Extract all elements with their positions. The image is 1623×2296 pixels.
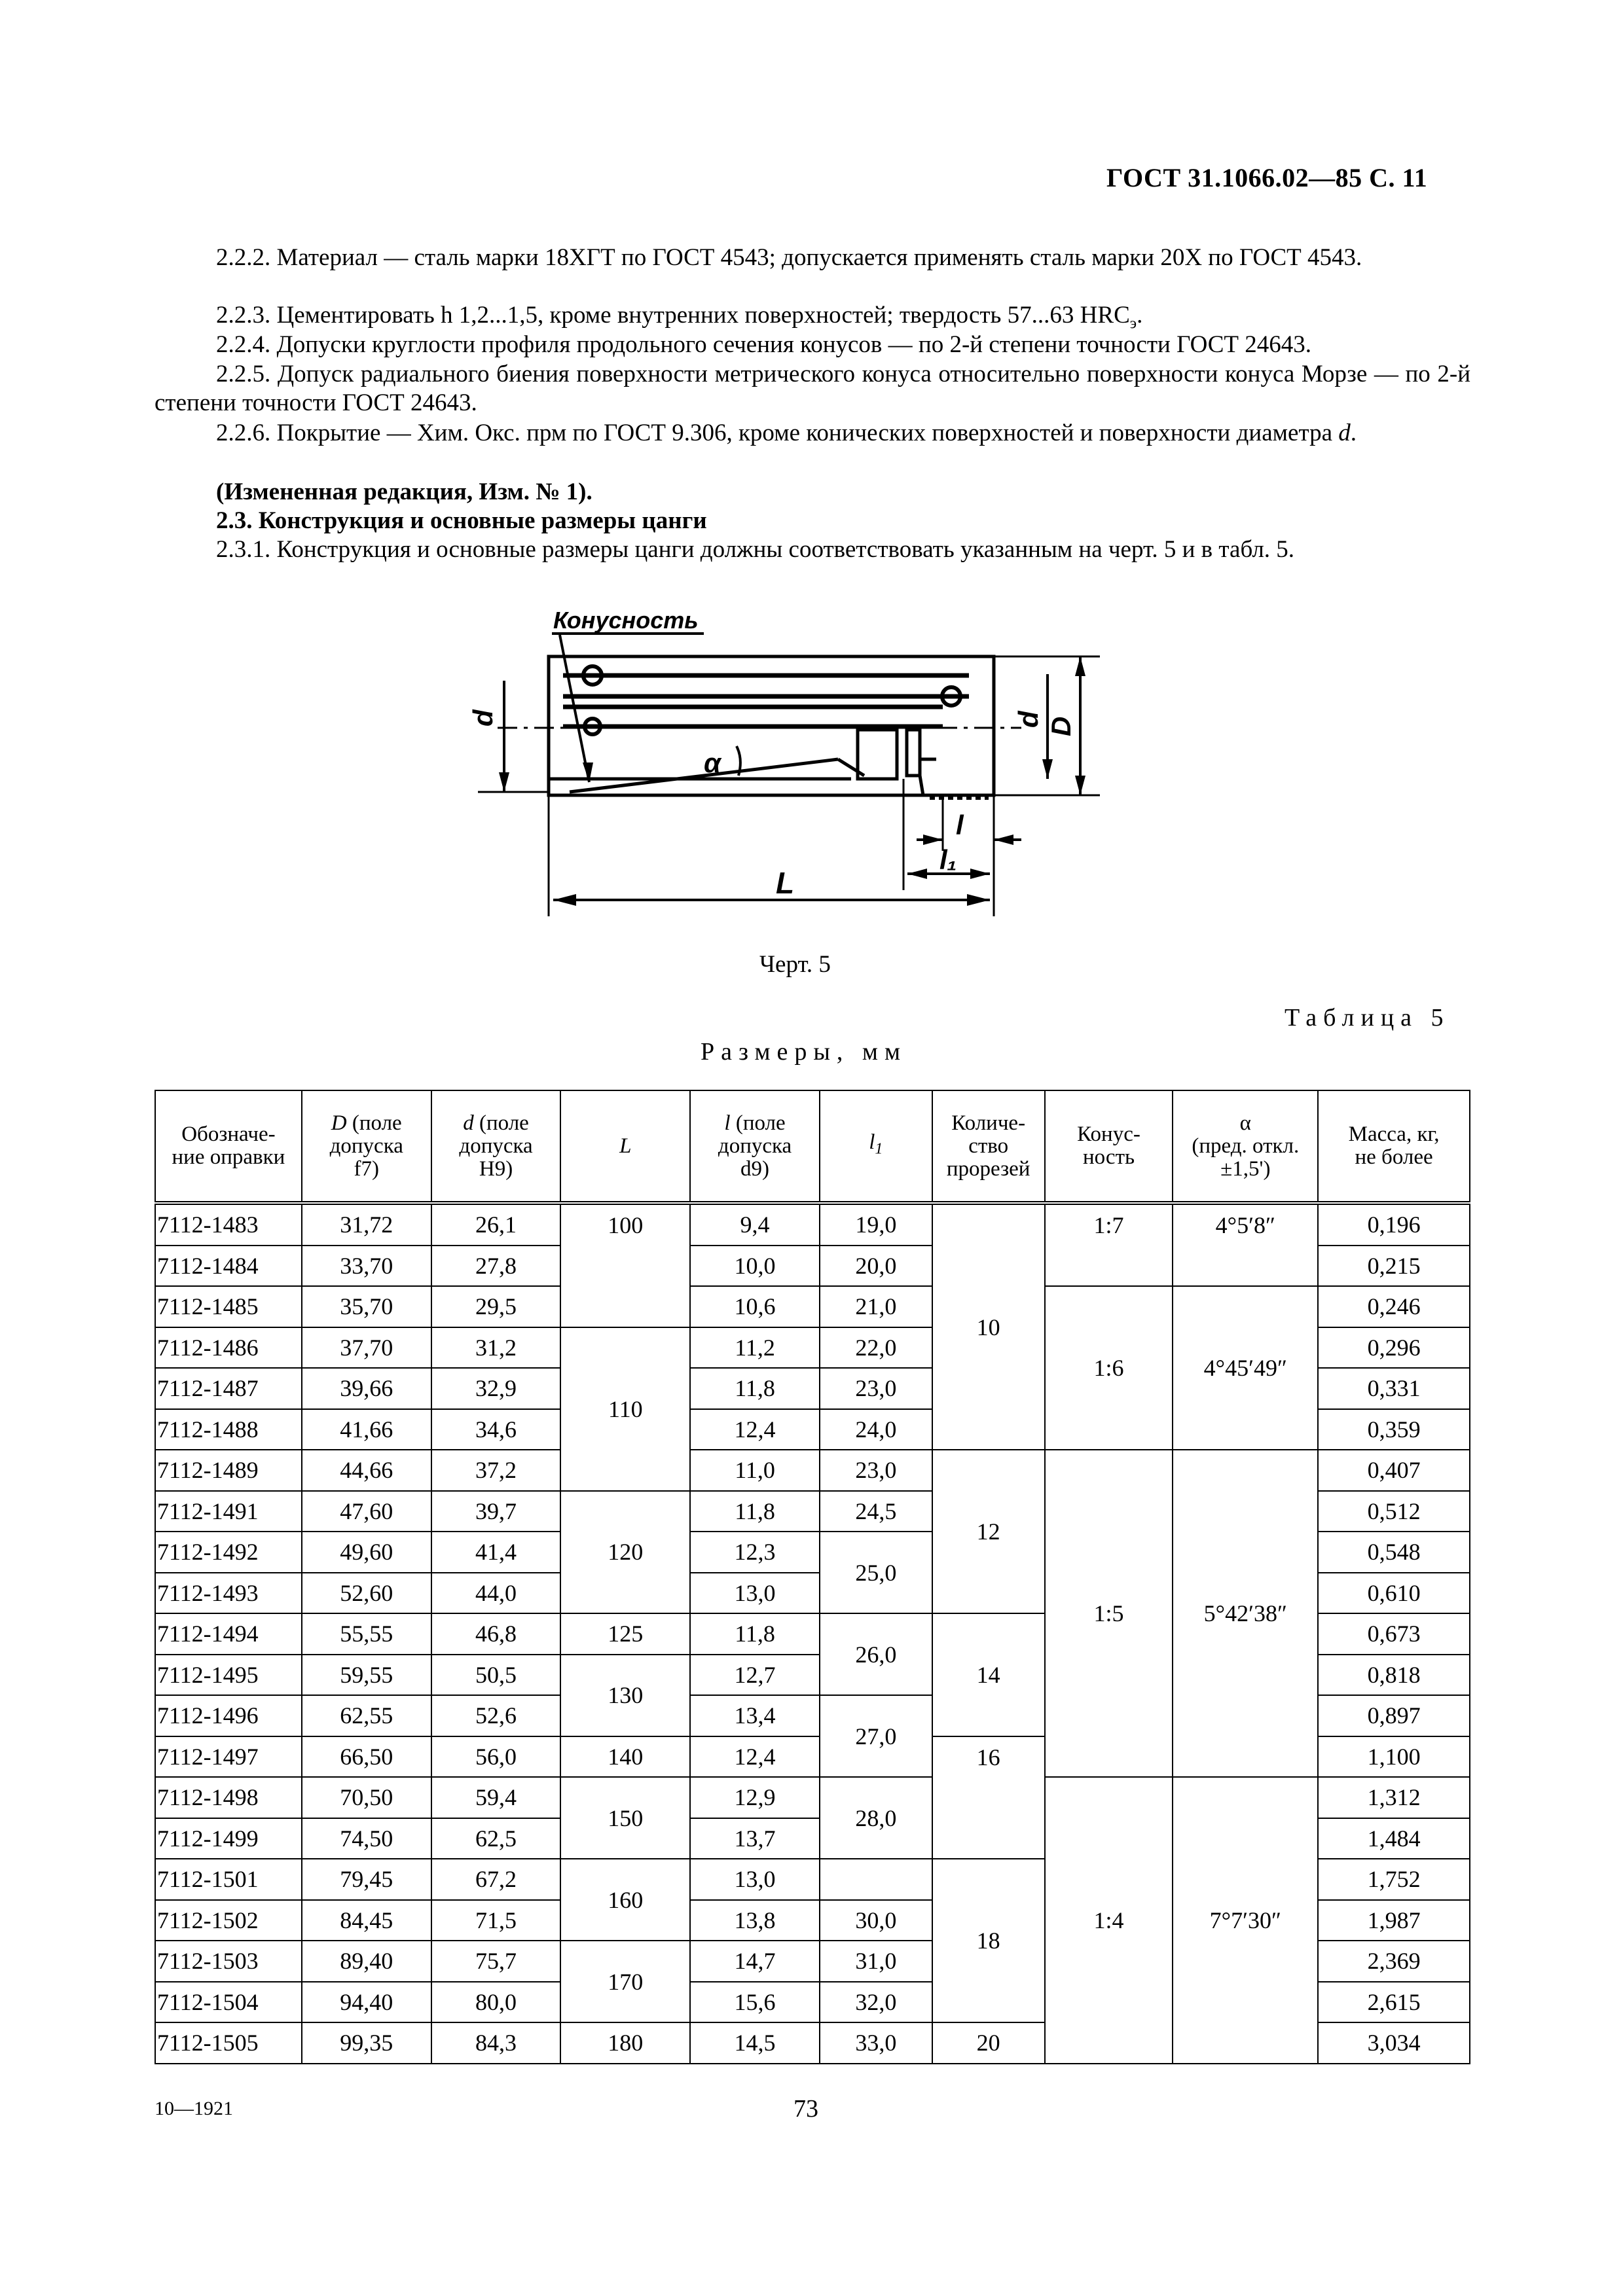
cell-D: 66,50 — [302, 1736, 431, 1778]
cell-designation: 7112-1504 — [155, 1982, 302, 2023]
cell-mass: 2,369 — [1318, 1941, 1470, 1982]
cell-d: 59,4 — [431, 1777, 561, 1818]
paragraph-text: 2.2.6. Покрытие — Хим. Окс. прм по ГОСТ 9.306, кроме конических поверхностей и поверхности диаметра d. — [216, 420, 1357, 446]
header-designation: Обозначе- ние оправки — [155, 1090, 302, 1203]
cell-mass: 0,610 — [1318, 1573, 1470, 1614]
cell-slots: 16 — [932, 1736, 1045, 1859]
cell-designation: 7112-1483 — [155, 1203, 302, 1246]
dim-D-label: D — [1046, 716, 1076, 736]
cell-D: 39,66 — [302, 1368, 431, 1409]
cell-D: 74,50 — [302, 1818, 431, 1859]
table-subtitle: Размеры, мм — [701, 1038, 907, 1066]
cell-L: 120 — [560, 1491, 690, 1614]
cell-mass: 0,196 — [1318, 1203, 1470, 1246]
cell-mass: 0,359 — [1318, 1409, 1470, 1450]
cell-l1: 28,0 — [820, 1777, 932, 1859]
cell-taper: 1:7 — [1045, 1203, 1173, 1286]
cell-l: 9,4 — [690, 1203, 820, 1246]
cell-designation: 7112-1502 — [155, 1900, 302, 1941]
cell-d: 75,7 — [431, 1941, 561, 1982]
cell-mass: 1,312 — [1318, 1777, 1470, 1818]
cell-D: 33,70 — [302, 1246, 431, 1287]
cell-D: 62,55 — [302, 1695, 431, 1736]
cell-mass: 0,897 — [1318, 1695, 1470, 1736]
cell-L: 170 — [560, 1941, 690, 2022]
cell-l: 13,7 — [690, 1818, 820, 1859]
cell-D: 37,70 — [302, 1327, 431, 1369]
table-header-row — [155, 1090, 1470, 1203]
cell-alpha: 4°5′8″ — [1173, 1203, 1318, 1286]
cell-designation: 7112-1493 — [155, 1573, 302, 1614]
cell-l1: 23,0 — [820, 1450, 932, 1491]
cell-mass: 0,407 — [1318, 1450, 1470, 1491]
cell-d: 34,6 — [431, 1409, 561, 1450]
cell-l1: 25,0 — [820, 1532, 932, 1613]
paragraph-text: 2.2.5. Допуск радиального биения поверхности метрического конуса относительно поверхности конуса Морзе — по 2-й степени точности ГОСТ 24643. — [155, 361, 1470, 416]
cell-l: 12,3 — [690, 1532, 820, 1573]
cell-l1: 24,0 — [820, 1409, 932, 1450]
cell-slots: 20 — [932, 2022, 1045, 2064]
dim-L-label: L — [776, 866, 795, 900]
table-title: Таблица 5 — [1285, 1004, 1450, 1031]
cell-designation: 7112-1488 — [155, 1409, 302, 1450]
paragraph-text: 2.2.4. Допуски круглости профиля продольного сечения конусов — по 2-й степени точности ГОСТ 24643. — [216, 331, 1312, 358]
cell-l: 14,7 — [690, 1941, 820, 1982]
dim-l1-label: l₁ — [939, 844, 957, 875]
header-slots: Количе- ство прорезей — [932, 1090, 1045, 1203]
cell-l1: 23,0 — [820, 1368, 932, 1409]
cell-D: 35,70 — [302, 1286, 431, 1327]
cell-slots: 18 — [932, 1859, 1045, 2022]
cell-designation: 7112-1485 — [155, 1286, 302, 1327]
cell-mass: 0,296 — [1318, 1327, 1470, 1369]
cell-l1: 20,0 — [820, 1246, 932, 1287]
cell-l1: 32,0 — [820, 1982, 932, 2023]
cell-D: 59,55 — [302, 1655, 431, 1696]
cell-designation: 7112-1499 — [155, 1818, 302, 1859]
cell-l1: 30,0 — [820, 1900, 932, 1941]
cell-l: 10,6 — [690, 1286, 820, 1327]
cell-l: 12,4 — [690, 1409, 820, 1450]
cell-l1: 22,0 — [820, 1327, 932, 1369]
cell-d: 37,2 — [431, 1450, 561, 1491]
cell-mass: 0,246 — [1318, 1286, 1470, 1327]
cell-d: 84,3 — [431, 2022, 561, 2064]
cell-D: 55,55 — [302, 1613, 431, 1655]
cell-d: 31,2 — [431, 1327, 561, 1369]
cell-d: 46,8 — [431, 1613, 561, 1655]
cell-l1: 31,0 — [820, 1941, 932, 1982]
header-l1: $l_1$ — [820, 1090, 932, 1203]
cell-l: 10,0 — [690, 1246, 820, 1287]
cell-designation: 7112-1505 — [155, 2022, 302, 2064]
cell-designation: 7112-1492 — [155, 1532, 302, 1573]
cell-l1: 33,0 — [820, 2022, 932, 2064]
cell-d: 71,5 — [431, 1900, 561, 1941]
cell-d: 44,0 — [431, 1573, 561, 1614]
cell-D: 41,66 — [302, 1409, 431, 1450]
cell-designation: 7112-1486 — [155, 1327, 302, 1369]
cell-l1: 26,0 — [820, 1613, 932, 1695]
collet-drawing — [0, 0, 1623, 982]
cell-D: 49,60 — [302, 1532, 431, 1573]
dimensions-table — [155, 1090, 1470, 2064]
cell-D: 89,40 — [302, 1941, 431, 1982]
cell-designation: 7112-1495 — [155, 1655, 302, 1696]
cell-mass: 1,484 — [1318, 1818, 1470, 1859]
cell-d: 27,8 — [431, 1246, 561, 1287]
cell-D: 94,40 — [302, 1982, 431, 2023]
cell-l: 11,8 — [690, 1491, 820, 1532]
cell-l: 13,4 — [690, 1695, 820, 1736]
cell-L: 125 — [560, 1613, 690, 1655]
cell-L: 130 — [560, 1655, 690, 1736]
cell-l: 12,4 — [690, 1736, 820, 1778]
figure-caption: Черт. 5 — [759, 951, 831, 978]
paragraph-text: 2.3.1. Конструкция и основные размеры цанги должны соответствовать указанным на черт. 5 и в табл. 5. — [216, 536, 1295, 563]
cell-alpha: 5°42′38″ — [1173, 1450, 1318, 1777]
header-taper: Конус- ность — [1045, 1090, 1173, 1203]
cell-mass: 0,673 — [1318, 1613, 1470, 1655]
cell-l: 12,7 — [690, 1655, 820, 1696]
cell-l: 15,6 — [690, 1982, 820, 2023]
cell-l1: 21,0 — [820, 1286, 932, 1327]
cell-L: 160 — [560, 1859, 690, 1941]
header-mass: Масса, кг, не более — [1318, 1090, 1470, 1203]
cell-d: 26,1 — [431, 1203, 561, 1246]
taper-label: Конусность — [553, 607, 699, 634]
cell-D: 79,45 — [302, 1859, 431, 1900]
cell-l: 11,2 — [690, 1327, 820, 1369]
cell-designation: 7112-1498 — [155, 1777, 302, 1818]
paragraph-text: 2.2.3. Цементировать h 1,2...1,5, кроме внутренних поверхностей; твердость 57...63 $HRC_э$. — [216, 302, 1143, 332]
cell-mass: 1,987 — [1318, 1900, 1470, 1941]
cell-mass: 1,100 — [1318, 1736, 1470, 1778]
cell-l1: 27,0 — [820, 1695, 932, 1777]
cell-L: 150 — [560, 1777, 690, 1859]
cell-l1: 19,0 — [820, 1203, 932, 1246]
table-row — [155, 1203, 1470, 1246]
cell-L: 140 — [560, 1736, 690, 1778]
cell-mass: 2,615 — [1318, 1982, 1470, 2023]
cell-D: 84,45 — [302, 1900, 431, 1941]
cell-d: 50,5 — [431, 1655, 561, 1696]
cell-D: 44,66 — [302, 1450, 431, 1491]
cell-mass: 0,215 — [1318, 1246, 1470, 1287]
header-D: D (поле допуска f7) — [302, 1090, 431, 1203]
cell-mass: 0,818 — [1318, 1655, 1470, 1696]
cell-l: 11,0 — [690, 1450, 820, 1491]
header-d: d (поле допуска H9) — [431, 1090, 561, 1203]
cell-d: 80,0 — [431, 1982, 561, 2023]
cell-designation: 7112-1484 — [155, 1246, 302, 1287]
cell-mass: 3,034 — [1318, 2022, 1470, 2064]
paragraph-text: (Измененная редакция, Изм. № 1). — [216, 478, 593, 505]
cell-l: 11,8 — [690, 1368, 820, 1409]
cell-slots: 14 — [932, 1613, 1045, 1736]
cell-d: 29,5 — [431, 1286, 561, 1327]
cell-d: 56,0 — [431, 1736, 561, 1778]
cell-designation: 7112-1491 — [155, 1491, 302, 1532]
header-L: L — [560, 1090, 690, 1203]
cell-taper: 1:6 — [1045, 1286, 1173, 1450]
cell-slots: 12 — [932, 1450, 1045, 1613]
table-row — [155, 1450, 1470, 1491]
cell-mass: 0,331 — [1318, 1368, 1470, 1409]
cell-D: 52,60 — [302, 1573, 431, 1614]
cell-designation: 7112-1496 — [155, 1695, 302, 1736]
cell-taper: 1:4 — [1045, 1777, 1173, 2064]
cell-L: 180 — [560, 2022, 690, 2064]
cell-d: 62,5 — [431, 1818, 561, 1859]
cell-designation: 7112-1494 — [155, 1613, 302, 1655]
cell-designation: 7112-1489 — [155, 1450, 302, 1491]
cell-d: 67,2 — [431, 1859, 561, 1900]
cell-L: 110 — [560, 1327, 690, 1491]
cell-l: 13,8 — [690, 1900, 820, 1941]
header-l: l (поле допуска d9) — [690, 1090, 820, 1203]
table-row — [155, 1777, 1470, 1818]
cell-mass: 0,512 — [1318, 1491, 1470, 1532]
cell-d: 39,7 — [431, 1491, 561, 1532]
paragraph-text: 2.2.2. Материал — сталь марки 18ХГТ по ГОСТ 4543; допускается применять сталь марки 20Х по ГОСТ 4543. — [216, 244, 1362, 271]
cell-D: 99,35 — [302, 2022, 431, 2064]
page-header: ГОСТ 31.1066.02—85 С. 11 — [1106, 163, 1428, 192]
cell-designation: 7112-1487 — [155, 1368, 302, 1409]
cell-mass: 0,548 — [1318, 1532, 1470, 1573]
cell-l1 — [820, 1859, 932, 1900]
cell-d: 32,9 — [431, 1368, 561, 1409]
cell-L: 100 — [560, 1203, 690, 1327]
cell-l: 12,9 — [690, 1777, 820, 1818]
cell-D: 31,72 — [302, 1203, 431, 1246]
dim-l-label: l — [956, 810, 964, 840]
cell-l: 13,0 — [690, 1859, 820, 1900]
dim-d-label: d — [467, 709, 498, 726]
cell-l: 14,5 — [690, 2022, 820, 2064]
cell-d: 52,6 — [431, 1695, 561, 1736]
cell-D: 70,50 — [302, 1777, 431, 1818]
paragraph-text: 2.3. Конструкция и основные размеры цанги — [216, 507, 707, 534]
cell-alpha: 7°7′30″ — [1173, 1777, 1318, 2064]
cell-designation: 7112-1497 — [155, 1736, 302, 1778]
page-number: 73 — [793, 2095, 818, 2123]
alpha-label: α — [704, 747, 721, 778]
cell-slots: 10 — [932, 1203, 1045, 1450]
header-alpha: α (пред. откл. ±1,5') — [1173, 1090, 1318, 1203]
cell-designation: 7112-1501 — [155, 1859, 302, 1900]
cell-alpha: 4°45′49″ — [1173, 1286, 1318, 1450]
cell-l: 13,0 — [690, 1573, 820, 1614]
footer-print-code: 10—1921 — [155, 2098, 233, 2119]
table-row — [155, 1286, 1470, 1327]
cell-mass: 1,752 — [1318, 1859, 1470, 1900]
cell-d: 41,4 — [431, 1532, 561, 1573]
cell-taper: 1:5 — [1045, 1450, 1173, 1777]
cell-D: 47,60 — [302, 1491, 431, 1532]
cell-designation: 7112-1503 — [155, 1941, 302, 1982]
cell-l1: 24,5 — [820, 1491, 932, 1532]
dim-d1-label: d — [1013, 711, 1044, 728]
cell-l: 11,8 — [690, 1613, 820, 1655]
